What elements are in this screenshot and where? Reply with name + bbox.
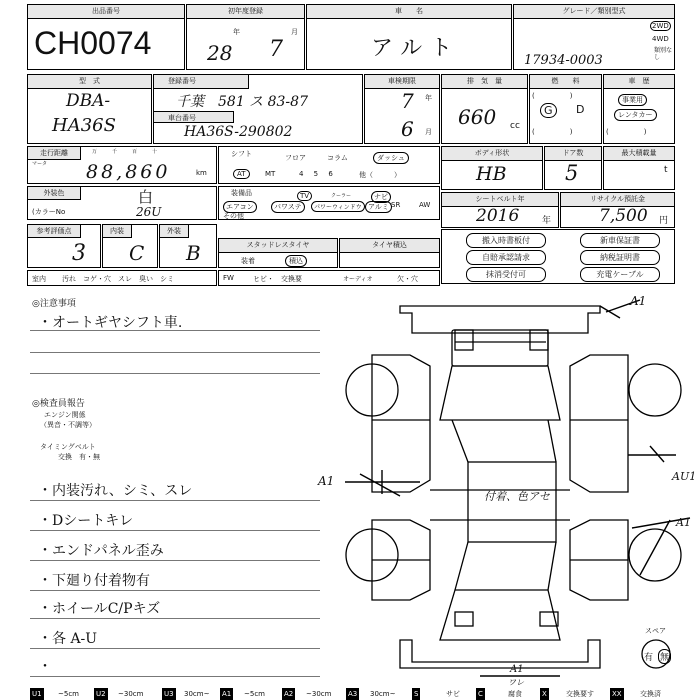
color-code: 26U — [136, 205, 162, 219]
recycle-unit: 円 — [659, 216, 669, 226]
seatbelt-value: 2016 — [476, 206, 520, 226]
diagram-a1-top: A1 — [630, 294, 647, 308]
displacement-box — [441, 74, 528, 144]
diagram-au1-right: AU1 — [672, 470, 697, 483]
registration-box — [153, 74, 363, 144]
history-rental: レンタカー — [614, 109, 657, 121]
fw-audio: オーディオ — [343, 276, 373, 283]
legend-u1-desc: ~5cm — [58, 690, 79, 698]
inspector-line-2: ・Dシートキレ — [38, 513, 134, 529]
doors-box — [544, 146, 602, 190]
inspection-box — [364, 74, 440, 144]
load-unit: t — [664, 165, 668, 175]
windshield — [440, 366, 560, 420]
exterior-box — [159, 224, 217, 268]
mileage-digits-label: 万 千 百 十 — [92, 149, 163, 155]
inspection-year: 7 — [401, 89, 414, 113]
recycle-box — [560, 192, 675, 228]
studless-box — [218, 238, 338, 268]
equipment-header: 装備品 — [231, 189, 252, 197]
first-registration-header: 初年度登録 — [187, 5, 304, 19]
doc-insurance-button[interactable]: 自賠承認請求 — [466, 250, 546, 265]
diagram-center-note: 付着、色アセ — [484, 490, 550, 503]
body-outline-right-rear — [570, 520, 628, 600]
tire-header: タイヤ積込 — [340, 239, 439, 253]
wheel-front-right — [629, 364, 681, 416]
diagram-a1-left: A1 — [318, 474, 335, 488]
color-header: 外装色 — [28, 187, 81, 200]
fuel-d: D — [576, 103, 585, 116]
diagram-u-bottom: ワレ — [508, 678, 524, 687]
registration-value: 千葉 581 ス 83-87 — [176, 94, 308, 110]
shift-mt: MT — [265, 170, 276, 178]
inspector-line-6: ・各 A-U — [38, 631, 98, 647]
hood — [452, 330, 548, 366]
doc-tax-button[interactable]: 納税証明書 — [580, 250, 660, 265]
legend-x-desc: 交換要す — [566, 690, 594, 698]
legend-u1: U1 — [32, 690, 42, 698]
lot-number-box — [27, 4, 185, 70]
fuel-paren-2: ( ) — [532, 128, 573, 136]
inspector-line-3: ・エンドパネル歪み — [38, 543, 164, 559]
car-name-header: 車 名 — [307, 5, 511, 19]
model-value-2: HA36S — [52, 115, 116, 136]
doc-board-button[interactable]: 搬入時書板付 — [466, 233, 546, 248]
equipment-aw: アルミ — [365, 201, 392, 213]
damage-legend — [0, 688, 700, 700]
seatbelt-unit: 年 — [542, 216, 552, 226]
inspector-line-4: ・下廻り付着物有 — [38, 573, 150, 589]
lot-number-value: CH0074 — [34, 25, 152, 61]
inspection-year-unit: 年 — [425, 94, 432, 102]
equipment-aw2: AW — [419, 201, 431, 209]
notes-line-1: ・オートギヤシフト車. — [38, 315, 183, 331]
shift-at: AT — [233, 169, 250, 179]
seatbelt-box — [441, 192, 559, 228]
shift-gears: 4 5 6 — [299, 170, 337, 178]
equipment-box — [218, 186, 440, 220]
body-outline-left-rear — [372, 520, 430, 600]
interior-box — [102, 224, 158, 268]
equipment-nav: ナビ — [371, 191, 391, 203]
seatbelt-header: シートベルト年 — [442, 193, 558, 207]
rear-plate-right — [540, 612, 558, 626]
legend-u3: U3 — [164, 690, 174, 698]
body-outline-right — [570, 355, 628, 492]
mileage-unit: km — [196, 169, 207, 177]
shift-column: コラム — [327, 154, 348, 162]
model-header: 型 式 — [28, 75, 151, 89]
history-box — [603, 74, 675, 144]
chassis-value: HA36S-290802 — [184, 124, 293, 140]
body-outline-left — [372, 355, 430, 492]
grade-type-none: 類別なし — [654, 47, 673, 61]
car-name-value: アルト — [371, 36, 461, 61]
load-box — [603, 146, 675, 190]
history-paren: ( ) — [606, 128, 647, 136]
inspection-month-unit: 月 — [425, 128, 432, 136]
front-bumper — [400, 306, 600, 333]
inspector-timing: タイミングベルト — [40, 443, 96, 451]
equipment-ps: パワステ — [271, 201, 305, 213]
score-box — [27, 224, 101, 268]
studless-header: スタッドレスタイヤ — [219, 239, 337, 253]
mileage-meter: マータ — [32, 161, 48, 167]
notes-label: ◎注意事項 — [32, 299, 76, 309]
color-box — [27, 186, 217, 220]
displacement-value: 660 — [458, 105, 497, 129]
first-reg-year-unit: 年 — [233, 28, 240, 36]
shift-other: 他（ ） — [359, 171, 401, 179]
tire-box — [339, 238, 440, 268]
fuel-paren-1: ( ) — [532, 92, 573, 100]
mileage-value: 88,860 — [86, 161, 171, 183]
recycle-value: 7,500 — [599, 206, 648, 226]
doc-cable-button[interactable]: 充電ケーブル — [580, 267, 660, 282]
score-value: 3 — [72, 241, 86, 266]
legend-a3: A3 — [348, 690, 358, 698]
rear-bumper — [400, 640, 600, 668]
legend-c: C — [478, 690, 483, 698]
color-value: 白 — [138, 188, 154, 206]
shift-header: シフト — [231, 150, 252, 158]
fw-items-2: 欠・穴 — [397, 275, 418, 283]
inspection-month: 6 — [401, 117, 414, 141]
interior-value: C — [129, 241, 145, 265]
body-type-header: ボディ形状 — [442, 147, 542, 161]
model-value-1: DBA- — [66, 91, 111, 111]
grade-box — [513, 4, 675, 70]
diagram-a1-bottom: A1 — [510, 664, 524, 675]
spare-value: 有 — [644, 653, 654, 663]
legend-s-desc: サビ — [446, 690, 460, 698]
legend-u2-desc: ~30cm — [118, 690, 144, 698]
chassis-header: 車台番号 — [154, 111, 234, 123]
inspector-line-1: ・内装汚れ、シミ、スレ — [38, 483, 193, 499]
documents-box — [441, 229, 675, 284]
load-header: 最大積載量 — [604, 147, 674, 161]
legend-xx: XX — [612, 690, 622, 698]
wheel-rear-right — [629, 529, 681, 581]
diagram-a1-right: A1 — [676, 516, 691, 529]
model-box — [27, 74, 152, 144]
exterior-value: B — [186, 241, 201, 265]
grade-value: 17934-0003 — [524, 53, 603, 68]
body-type-value: HB — [476, 163, 507, 185]
body-type-box — [441, 146, 543, 190]
doc-cancel-button[interactable]: 抹消受付可 — [466, 267, 546, 282]
legend-a2: A2 — [284, 690, 294, 698]
inspector-engine: エンジン関係 — [44, 411, 86, 419]
legend-a2-desc: ~30cm — [306, 690, 332, 698]
displacement-unit: cc — [510, 121, 520, 131]
wheel-rear-left — [346, 529, 398, 581]
rear-plate-left — [455, 612, 473, 626]
first-reg-month-unit: 月 — [291, 28, 298, 36]
legend-a1: A1 — [222, 690, 232, 698]
legend-s: S — [414, 690, 419, 698]
registration-header: 登録番号 — [154, 75, 249, 89]
studless-fitted: 装着 — [241, 257, 255, 265]
legend-a3-desc: 30cm~ — [370, 690, 396, 698]
exterior-header: 外装 — [160, 225, 189, 238]
equipment-other: その他 — [223, 212, 244, 220]
equipment-pw: パワーウィンドウ — [311, 201, 365, 212]
spare-label: スペア — [645, 627, 666, 635]
legend-x: X — [542, 690, 547, 698]
first-registration-box — [186, 4, 305, 70]
inspector-engine-sub: （異音・不調等） — [40, 421, 96, 429]
interior-header: 内装 — [103, 225, 132, 238]
mileage-box — [27, 146, 217, 184]
inspector-line-7: ・ — [38, 659, 52, 675]
grade-header: グレード／類別型式 — [514, 5, 674, 19]
legend-u2: U2 — [96, 690, 106, 698]
color-code-label: (カラーNo — [32, 208, 66, 216]
car-name-box — [306, 4, 512, 70]
doors-header: ドア数 — [545, 147, 601, 161]
first-reg-month: 7 — [269, 37, 283, 62]
legend-xx-desc: 交換済 — [640, 690, 661, 698]
lot-number-header: 出品番号 — [28, 5, 184, 19]
displacement-header: 排 気 量 — [442, 75, 527, 89]
wheel-front-left — [346, 364, 398, 416]
legend-a1-desc: ~5cm — [244, 690, 265, 698]
fw-header: FW — [223, 274, 234, 282]
grade-4wd: 4WD — [652, 35, 669, 43]
legend-c-desc: 腐食 — [508, 690, 522, 698]
fw-items: ヒビ・ 交換要 — [253, 275, 302, 283]
equipment-sr: SR — [391, 201, 401, 209]
fw-box — [218, 270, 440, 286]
fuel-g: G — [540, 103, 557, 118]
equipment-tv: TV — [297, 191, 312, 201]
equipment-ac: エアコン — [223, 201, 257, 213]
shift-box — [218, 146, 440, 184]
legend-u3-desc: 30cm~ — [184, 690, 210, 698]
room-box — [27, 270, 217, 286]
shift-floor: フロア — [285, 154, 306, 162]
inspector-timing-sub: 交換 有・無 — [58, 453, 100, 461]
doc-warranty-button[interactable]: 新車保証書 — [580, 233, 660, 248]
spare-value-2: 無 — [658, 649, 671, 664]
doors-value: 5 — [565, 161, 579, 185]
shift-dash: ダッシュ — [373, 152, 409, 164]
studless-loaded: 積込 — [285, 255, 307, 267]
recycle-header: リサイクル預託金 — [561, 193, 674, 207]
inspector-line-5: ・ホイールC/Pキズ — [38, 601, 161, 617]
mileage-header: 走行距離 — [28, 147, 81, 160]
first-reg-year: 28 — [207, 41, 233, 65]
history-header: 車 歴 — [604, 75, 674, 89]
history-business: 事業用 — [618, 94, 647, 106]
inspection-header: 車検期限 — [365, 75, 439, 89]
fuel-box — [529, 74, 602, 144]
fuel-header: 燃 料 — [530, 75, 601, 89]
room-items: 汚れ コゲ・穴 スレ 臭い シミ — [62, 275, 174, 283]
equipment-cooler: クーラー — [331, 193, 352, 199]
grade-2wd: 2WD — [652, 22, 669, 30]
rear-window — [440, 590, 560, 640]
room-header: 室内 — [32, 275, 46, 283]
score-header: 参考評価点 — [28, 225, 81, 238]
inspector-label: ◎検査員報告 — [32, 399, 85, 409]
